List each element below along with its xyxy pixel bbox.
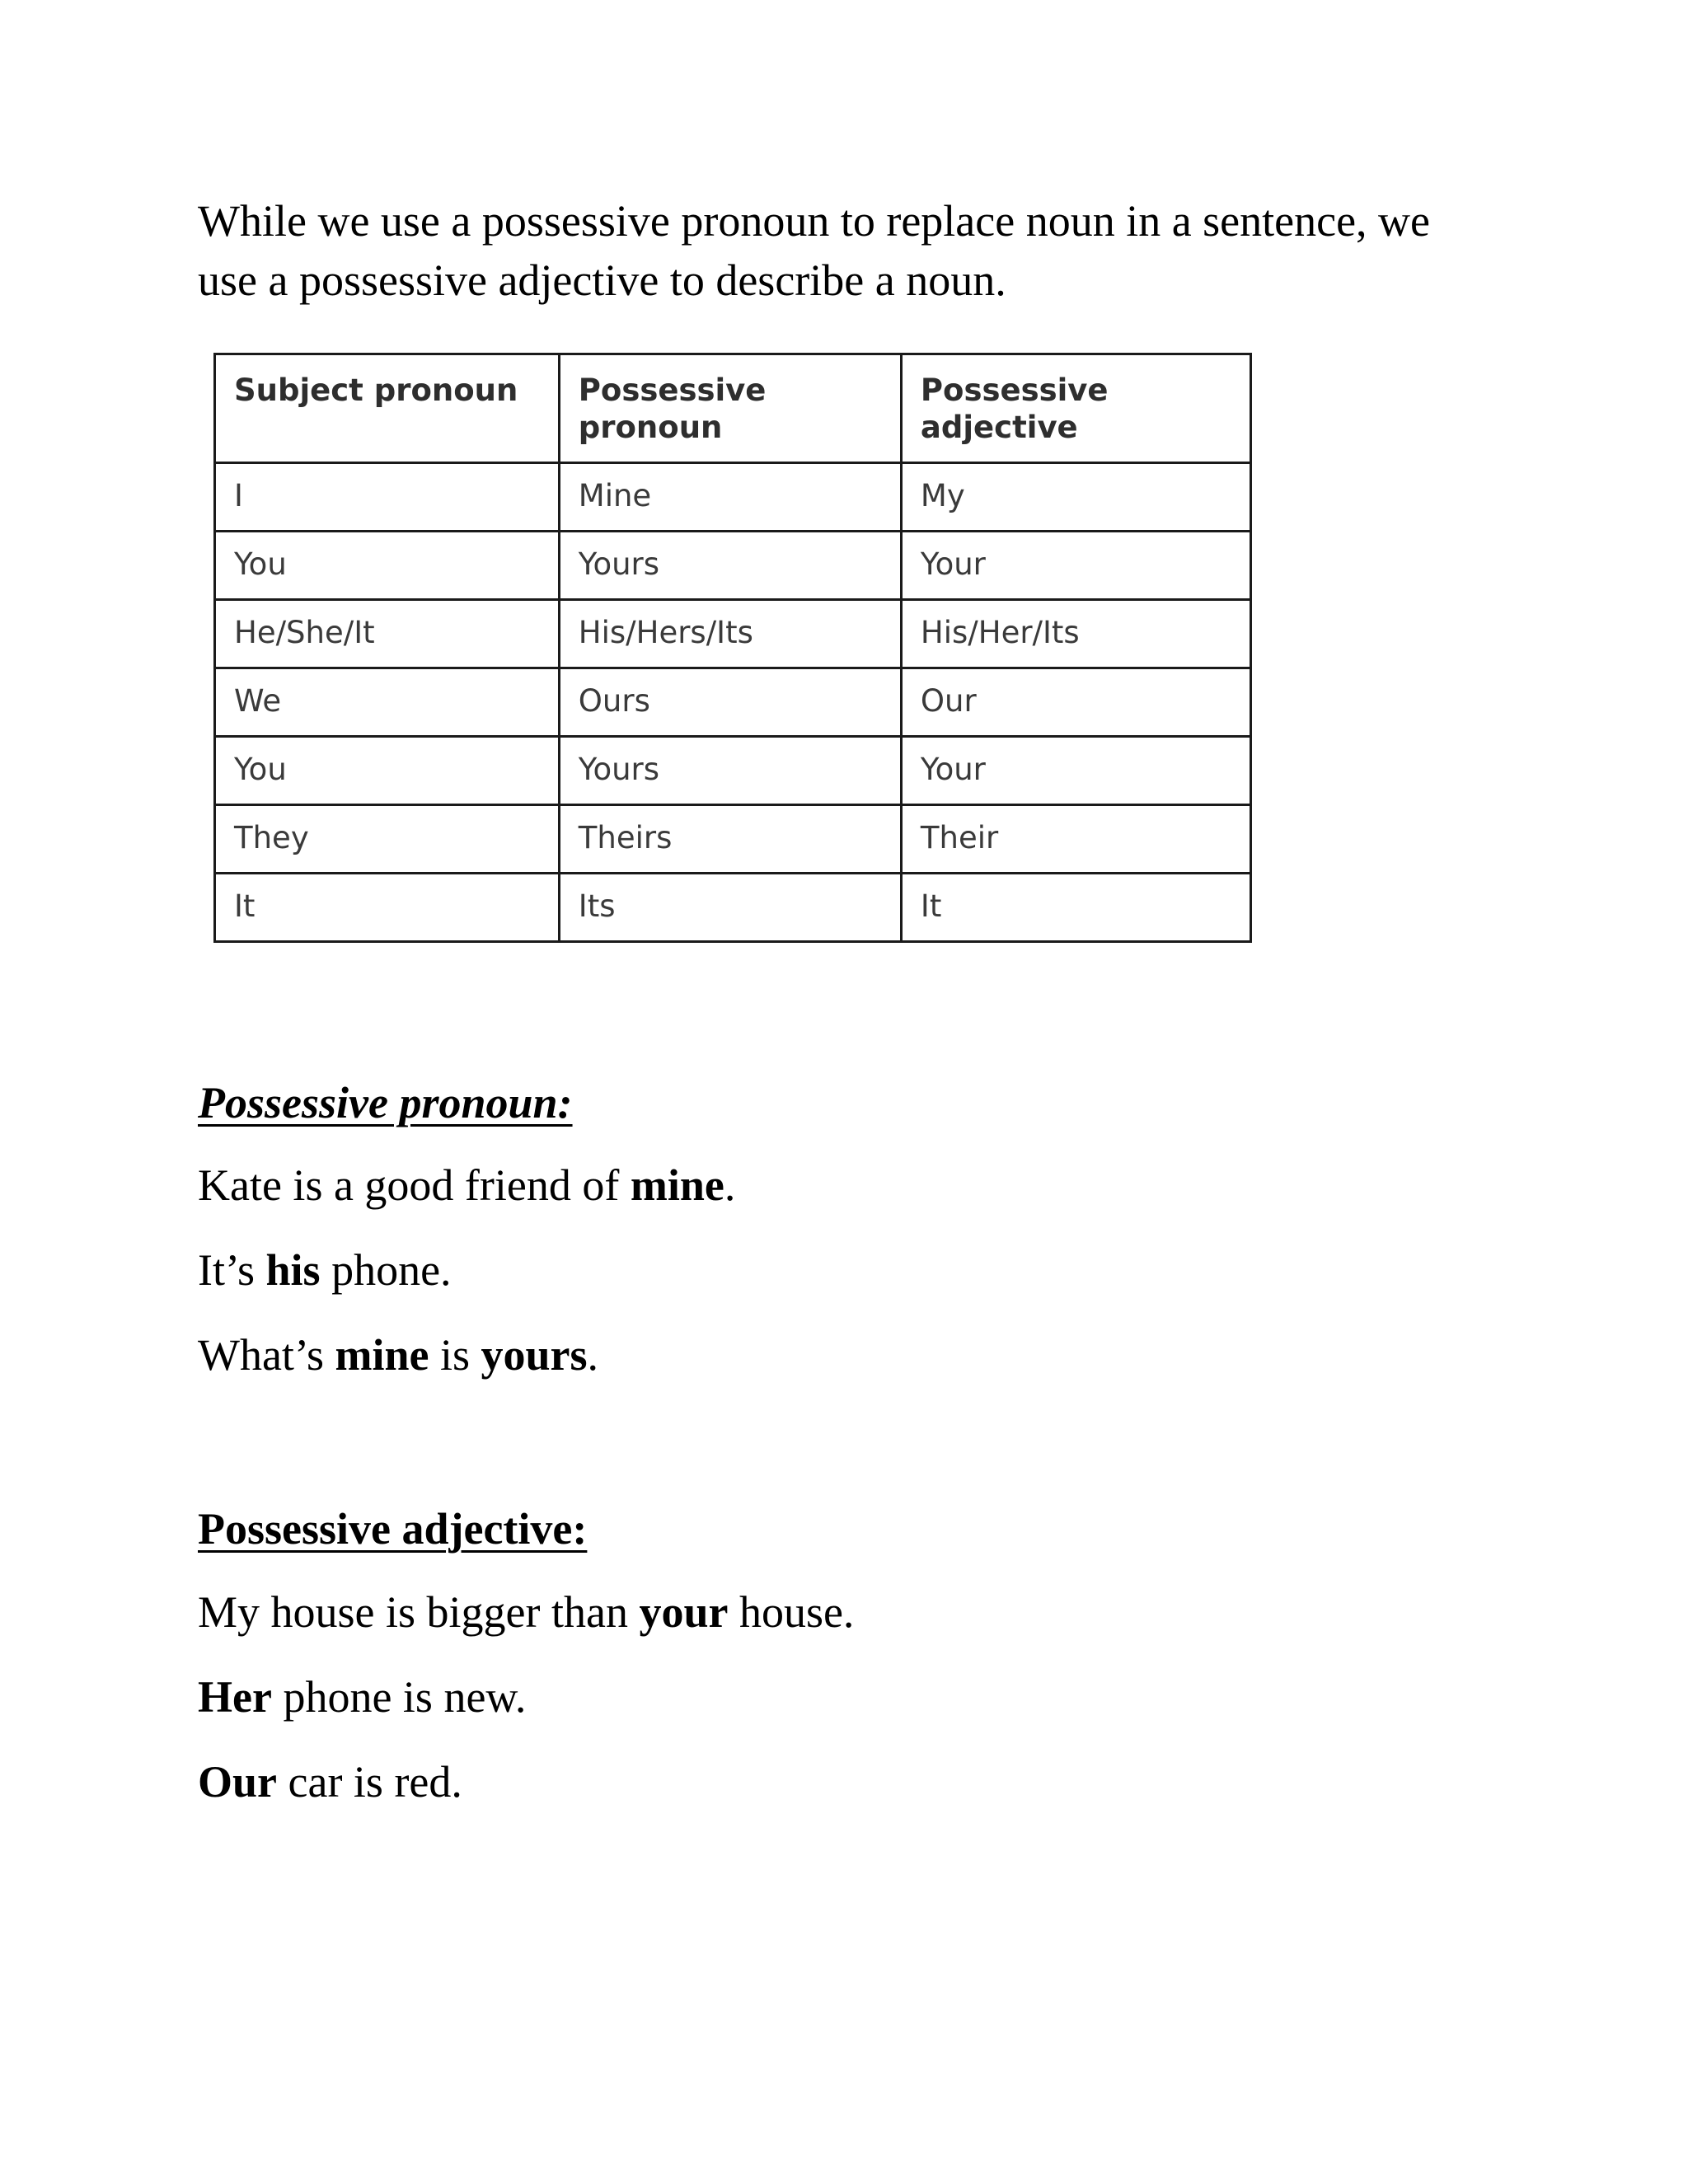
header-possessive-pronoun: Possessive pronoun	[559, 354, 901, 463]
table-cell: It	[901, 874, 1250, 942]
table-row	[215, 600, 1251, 668]
adjective-example-3	[198, 1755, 462, 1808]
sentence-text: What’s	[198, 1330, 335, 1380]
header-possessive-adjective: Possessive adjective	[901, 354, 1250, 463]
table-cell: Yours	[559, 532, 901, 600]
table-cell: You	[215, 737, 560, 805]
table-row	[215, 874, 1251, 942]
sentence-text: It’s	[198, 1245, 266, 1295]
table-row	[215, 463, 1251, 532]
table-cell: They	[215, 805, 560, 874]
pronoun-table	[213, 353, 1252, 943]
bold-word: Her	[198, 1672, 272, 1722]
table-row	[215, 805, 1251, 874]
table-header-row	[215, 354, 1251, 463]
table-cell: Our	[901, 668, 1250, 737]
sentence-text: My house is bigger than	[198, 1587, 640, 1637]
table-cell: I	[215, 463, 560, 532]
table-cell: Your	[901, 737, 1250, 805]
adjective-example-2	[198, 1671, 526, 1723]
intro-line-2: use a possessive adjective to describe a noun.	[198, 255, 1006, 305]
intro-line-1: While we use a possessive pronoun to replace noun in a sentence, we	[198, 196, 1431, 246]
sentence-text: phone is new.	[271, 1672, 527, 1722]
bold-word: his	[265, 1245, 321, 1295]
table-cell: Their	[901, 805, 1250, 874]
possessive-pronoun-heading: Possessive pronoun:	[198, 1078, 573, 1127]
sentence-text: Kate is a good friend of	[198, 1160, 631, 1210]
bold-word: mine	[335, 1330, 429, 1380]
table-cell: His/Her/Its	[901, 600, 1250, 668]
adjective-example-1	[198, 1586, 854, 1638]
pronoun-example-1	[198, 1159, 735, 1212]
table-cell: It	[215, 874, 560, 942]
table-cell: We	[215, 668, 560, 737]
bold-word: your	[639, 1587, 729, 1637]
pronoun-example-3	[198, 1329, 598, 1381]
bold-word: mine	[630, 1160, 724, 1210]
pronoun-example-2	[198, 1244, 452, 1296]
table-cell: Yours	[559, 737, 901, 805]
table-row	[215, 737, 1251, 805]
table-cell: Ours	[559, 668, 901, 737]
bold-word: yours	[481, 1330, 588, 1380]
sentence-text: house.	[728, 1587, 855, 1637]
sentence-text: .	[587, 1330, 599, 1380]
table-cell: You	[215, 532, 560, 600]
possessive-adjective-heading: Possessive adjective:	[198, 1504, 588, 1554]
sentence-text: car is red.	[277, 1757, 462, 1807]
table-cell: Your	[901, 532, 1250, 600]
sentence-text: phone.	[320, 1245, 452, 1295]
table-row	[215, 668, 1251, 737]
table-cell: Mine	[559, 463, 901, 532]
sentence-text: .	[724, 1160, 736, 1210]
header-subject-pronoun: Subject pronoun	[215, 354, 560, 463]
bold-word: Our	[198, 1757, 278, 1807]
table-cell: Its	[559, 874, 901, 942]
sentence-text: is	[429, 1330, 481, 1380]
table-cell: He/She/It	[215, 600, 560, 668]
table-row	[215, 532, 1251, 600]
table-cell: My	[901, 463, 1250, 532]
table-cell: Theirs	[559, 805, 901, 874]
intro-paragraph	[198, 191, 1484, 310]
table-cell: His/Hers/Its	[559, 600, 901, 668]
